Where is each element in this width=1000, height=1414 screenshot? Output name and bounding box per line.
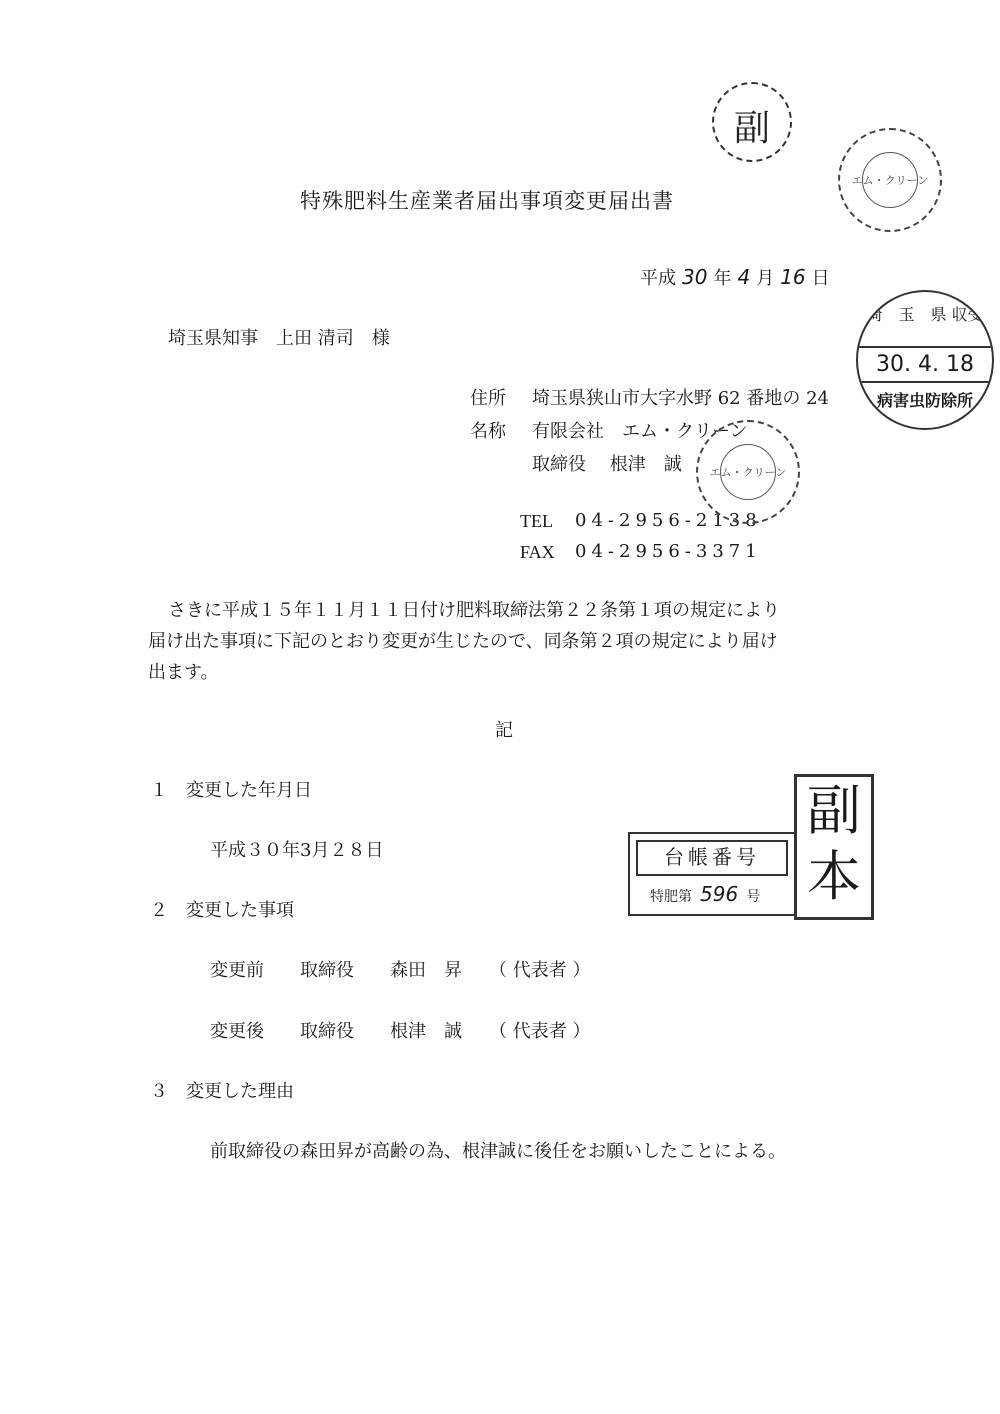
company-seal-top (838, 128, 942, 232)
ledger-number-row (650, 882, 760, 906)
date-month-unit: 月 (756, 268, 775, 289)
tel-label: TEL (520, 511, 553, 531)
body-line-1: さきに平成１５年１１月１１日付け肥料取締法第２２条第１項の規定により (168, 600, 780, 621)
received-stamp (856, 290, 994, 430)
name-label: 名称 (470, 421, 506, 442)
address-label: 住所 (470, 388, 506, 409)
fukuhon-stamp (794, 774, 874, 920)
received-stamp-label: 収受 (951, 305, 984, 324)
company-seal-text: エム・クリーン (851, 174, 929, 187)
date-day-unit: 日 (811, 268, 830, 289)
received-stamp-prefecture: 埼 玉 県 (866, 305, 947, 324)
fax-number: 04-2956-3371 (575, 541, 762, 562)
ledger-suffix: 号 (746, 889, 761, 905)
document-title: 特殊肥料生産業者届出事項変更届出書 (300, 189, 674, 213)
section-2-after: 変更後 取締役 根津 誠 （ 代表者 ） (210, 1021, 591, 1042)
company-seal-mid (696, 420, 800, 524)
company-name: 有限会社 エム・クリーン (532, 421, 748, 442)
date-era: 平成 (640, 268, 676, 289)
section-3-heading: ３ 変更した理由 (150, 1081, 294, 1102)
copy-seal-text: 副 (734, 108, 771, 149)
company-seal-text: エム・クリーン (709, 466, 787, 479)
representative: 取締役 根津 誠 (532, 454, 682, 475)
section-3-value: 前取締役の森田昇が高齢の為、根津誠に後任をお願いしたことによる。 (210, 1141, 786, 1162)
date-year: 30 (682, 265, 708, 289)
received-stamp-office: 病害虫防除所 (876, 391, 973, 410)
section-2-heading: ２ 変更した事項 (150, 900, 294, 921)
fax-label: FAX (520, 542, 555, 562)
ledger-number: 596 (700, 882, 739, 906)
date-day: 16 (780, 265, 806, 289)
tel-number: 04-2956-2138 (575, 510, 762, 531)
section-1-value: 平成３０年3月２８日 (210, 840, 384, 861)
date-year-unit: 年 (713, 268, 732, 289)
received-stamp-top (858, 302, 992, 325)
copy-seal-stamp (712, 82, 792, 162)
section-2-before: 変更前 取締役 森田 昇 （ 代表者 ） (210, 960, 591, 981)
body-line-3: 出ます。 (148, 662, 219, 683)
body-line-2: 届け出た事項に下記のとおり変更が生じたので、同条第２項の規定により届け (148, 631, 778, 652)
addressee: 埼玉県知事 上田 清司 様 (168, 328, 390, 349)
ledger-number-stamp (628, 832, 796, 916)
document-date (640, 266, 830, 290)
address-value: 埼玉県狭山市大字水野 62 番地の 24 (532, 388, 829, 409)
section-1-heading: １ 変更した年月日 (150, 780, 312, 801)
fukuhon-char-2: 本 (807, 845, 861, 908)
date-month: 4 (737, 265, 751, 289)
ki-heading: 記 (495, 720, 513, 741)
fukuhon-char-1: 副 (807, 779, 861, 842)
received-stamp-date: 30. 4. 18 (858, 346, 992, 383)
ledger-prefix: 特肥第 (650, 889, 692, 905)
ledger-title: 台帳番号 (636, 840, 788, 876)
